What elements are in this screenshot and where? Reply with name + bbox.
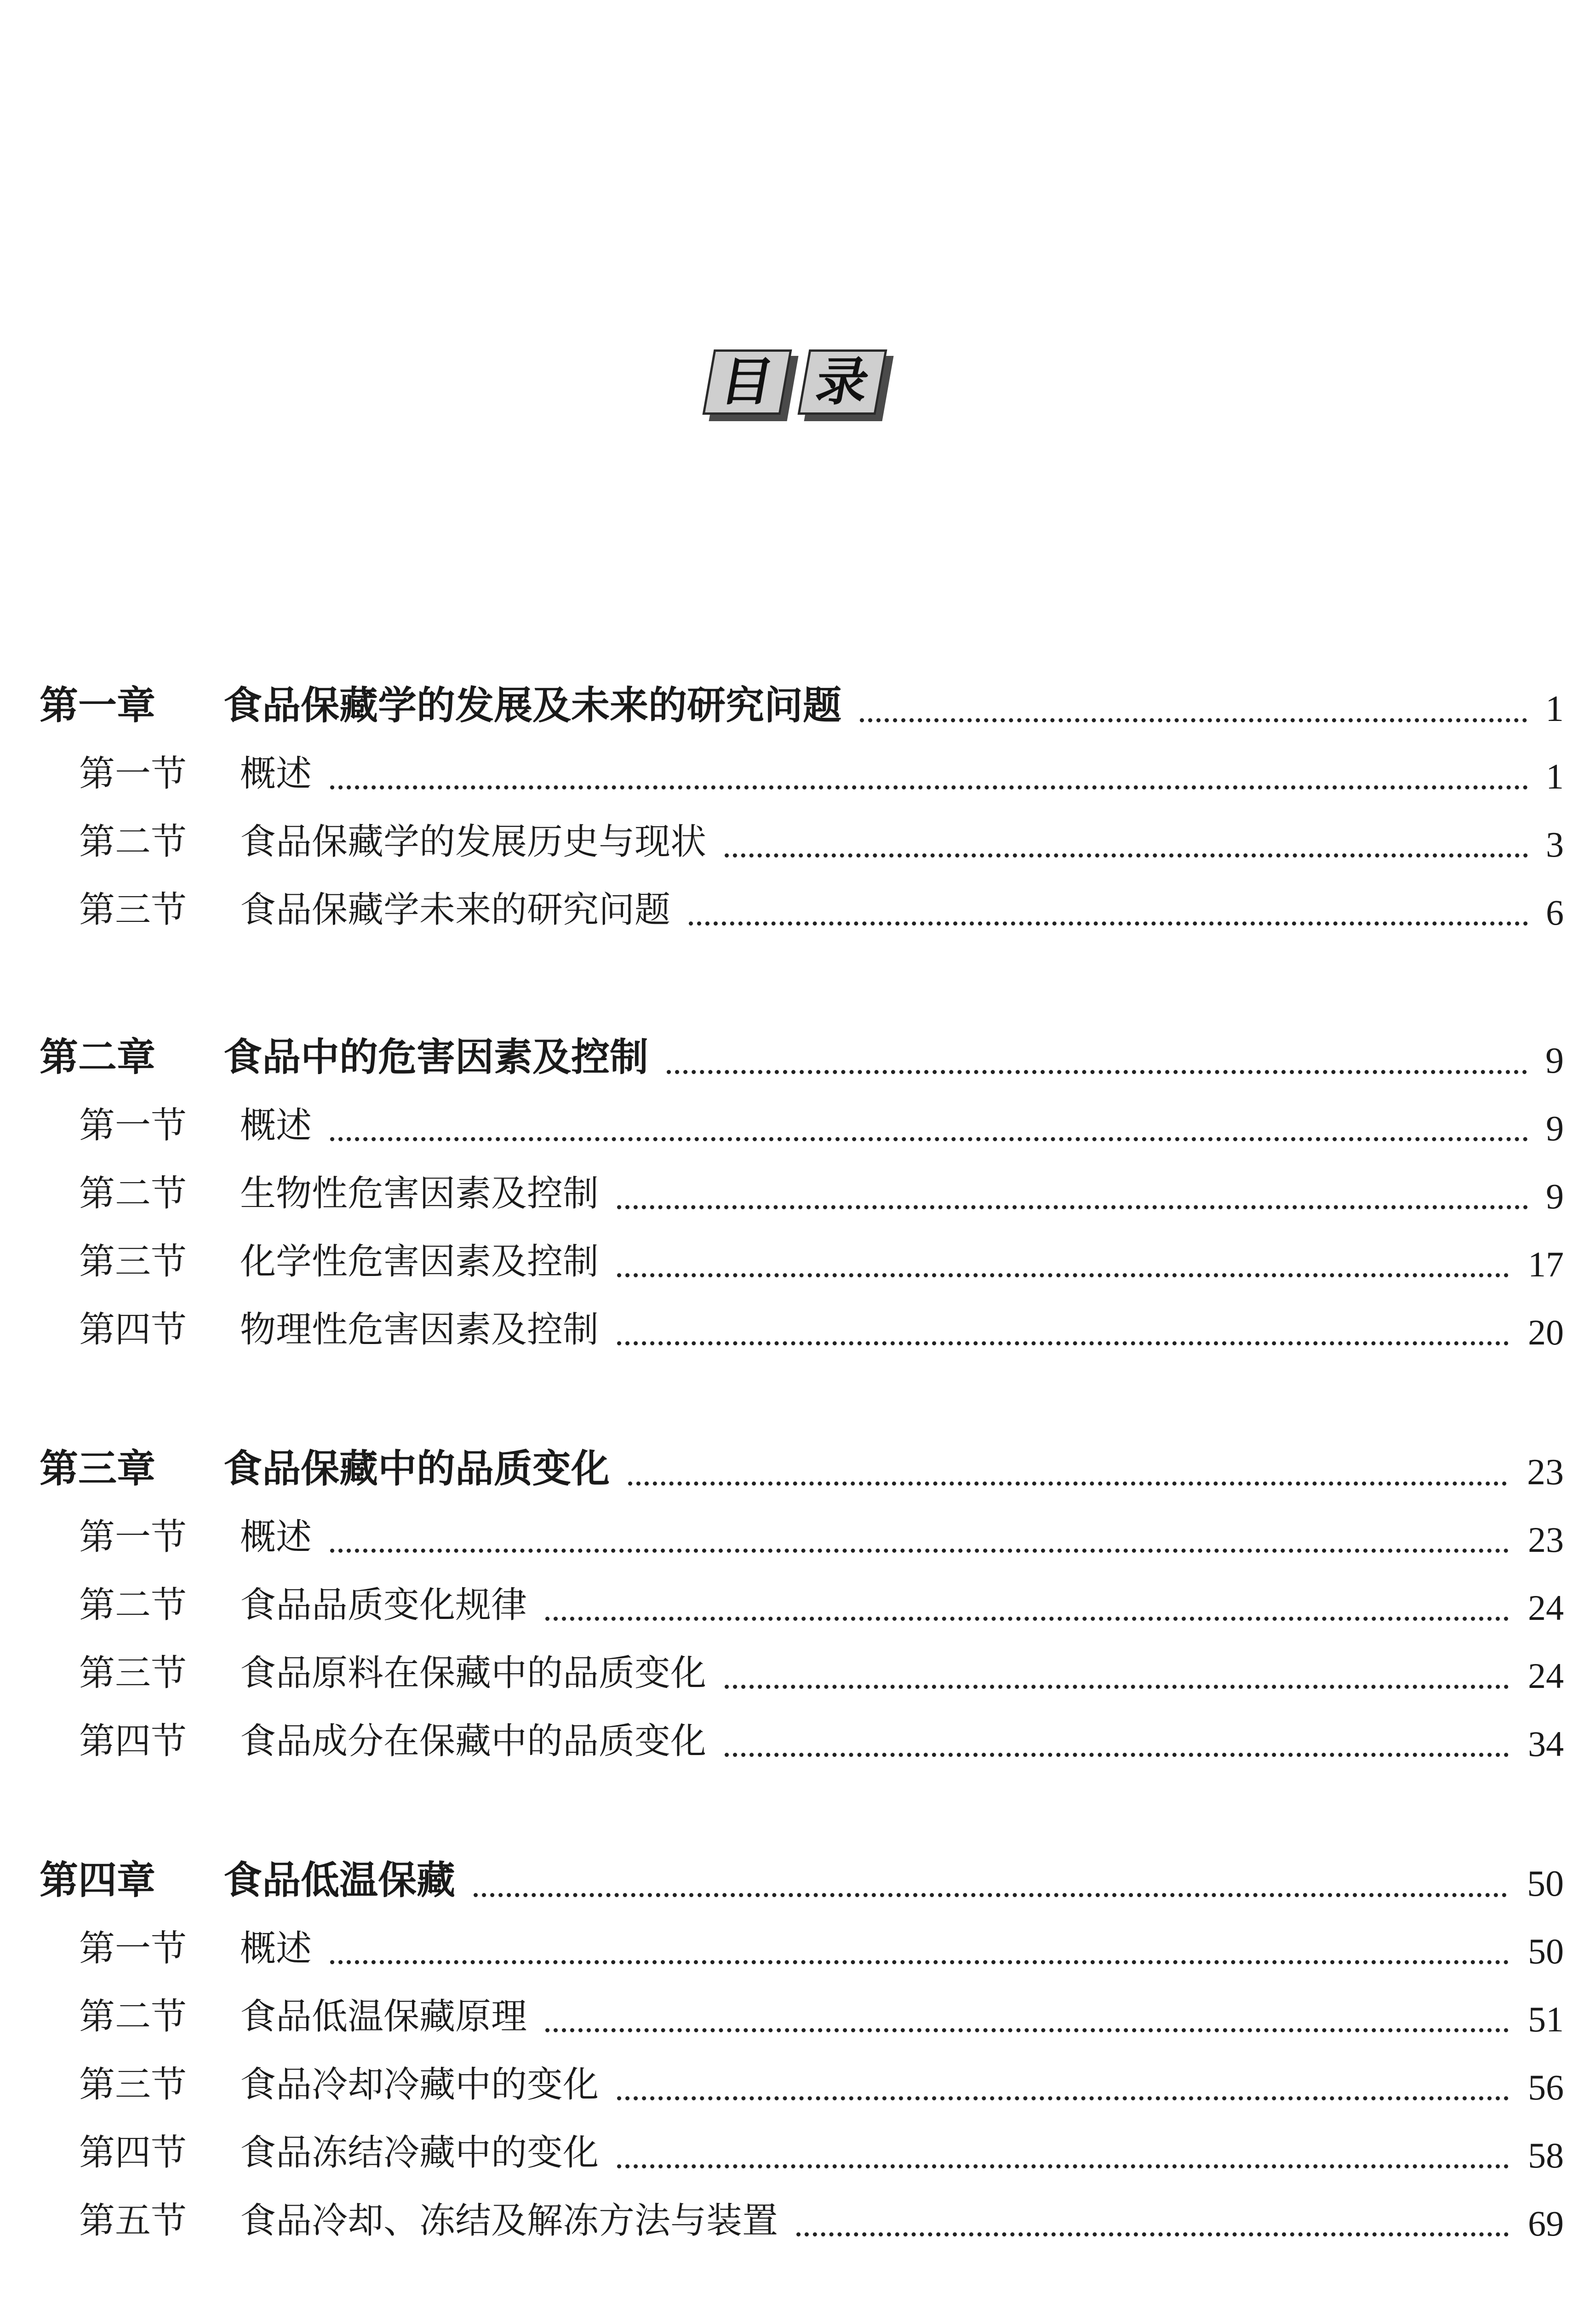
dot-leader (689, 921, 1528, 926)
toc-chapter-row (0, 1855, 1596, 1910)
chapter-title: 食品保藏学的发展及未来的研究问题 (223, 683, 842, 728)
dot-leader (330, 1960, 1509, 1964)
toc-section-row (0, 1923, 1596, 1979)
dot-leader (330, 1549, 1509, 1553)
section-number: 第四节 (79, 1721, 187, 1762)
title-box-face (797, 349, 887, 415)
section-number: 第三节 (79, 889, 187, 931)
dot-leader (474, 1893, 1507, 1897)
dot-leader (796, 2232, 1509, 2236)
section-page-number: 34 (1528, 1724, 1564, 1764)
section-title: 食品冷却冷藏中的变化 (240, 2064, 599, 2105)
toc-section-row (0, 1991, 1596, 2047)
section-number: 第二节 (79, 1584, 187, 1626)
section-page-number: 20 (1528, 1312, 1564, 1352)
section-page-number: 17 (1528, 1244, 1564, 1284)
section-number: 第五节 (79, 2200, 187, 2242)
title-box-1 (708, 349, 793, 422)
toc-section-row (0, 1100, 1596, 1155)
section-number: 第一节 (79, 1516, 187, 1558)
section-title: 化学性危害因素及控制 (240, 1241, 599, 1282)
section-number: 第四节 (79, 2132, 187, 2173)
title-char-2: 录 (811, 352, 873, 412)
section-page-number: 69 (1528, 2203, 1564, 2243)
section-number: 第一节 (79, 753, 187, 795)
chapter-title: 食品低温保藏 (223, 1858, 456, 1903)
toc-section-row (0, 1168, 1596, 1224)
dot-leader (330, 785, 1528, 789)
dot-leader (617, 2164, 1509, 2168)
section-title: 概述 (240, 1928, 312, 1969)
toc-chapter-row (0, 1032, 1596, 1087)
section-page-number: 58 (1528, 2135, 1564, 2175)
toc-section-row (0, 817, 1596, 872)
toc-section-row (0, 749, 1596, 804)
section-number: 第二节 (79, 1996, 187, 2037)
section-title: 概述 (240, 1105, 312, 1146)
toc-section-row (0, 1236, 1596, 1292)
dot-leader (628, 1481, 1507, 1486)
toc-section-row (0, 1580, 1596, 1635)
section-page-number: 9 (1546, 1176, 1564, 1216)
section-page-number: 3 (1546, 824, 1564, 864)
section-title: 食品原料在保藏中的品质变化 (240, 1653, 707, 1694)
section-page-number: 56 (1528, 2067, 1564, 2107)
section-title: 食品品质变化规律 (240, 1584, 527, 1626)
dot-leader (725, 853, 1528, 858)
section-title: 物理性危害因素及控制 (240, 1309, 599, 1350)
toc-section-row (0, 1648, 1596, 1703)
toc-section-row (0, 2196, 1596, 2251)
section-number: 第四节 (79, 1309, 187, 1350)
section-page-number: 23 (1528, 1520, 1564, 1560)
section-page-number: 24 (1528, 1588, 1564, 1628)
page-title (0, 349, 1596, 422)
section-title: 食品成分在保藏中的品质变化 (240, 1721, 707, 1762)
section-number: 第三节 (79, 2064, 187, 2105)
toc-section-row (0, 2059, 1596, 2115)
section-page-number: 24 (1528, 1656, 1564, 1696)
dot-leader (617, 1205, 1528, 1209)
dot-leader (860, 718, 1527, 722)
chapter-page-number: 1 (1545, 689, 1564, 729)
title-box-2 (803, 349, 888, 422)
dot-leader (545, 2028, 1509, 2032)
chapter-page-number: 9 (1545, 1041, 1564, 1081)
section-title: 食品冻结冷藏中的变化 (240, 2132, 599, 2173)
toc-section-row (0, 1512, 1596, 1567)
section-title: 食品低温保藏原理 (240, 1996, 527, 2037)
chapter-title: 食品保藏中的品质变化 (223, 1446, 610, 1491)
chapter-number: 第一章 (40, 683, 156, 728)
chapter-page-number: 23 (1527, 1452, 1564, 1493)
section-number: 第一节 (79, 1928, 187, 1969)
toc-section-row (0, 1304, 1596, 1360)
section-number: 第三节 (79, 1653, 187, 1694)
section-title: 食品冷却、冻结及解冻方法与装置 (240, 2200, 778, 2242)
toc-chapter-row (0, 681, 1596, 736)
chapter-number: 第二章 (40, 1035, 156, 1080)
dot-leader (330, 1137, 1528, 1141)
dot-leader (725, 1685, 1509, 1689)
chapter-number: 第三章 (40, 1446, 156, 1491)
dot-leader (617, 1273, 1509, 1277)
section-page-number: 6 (1546, 892, 1564, 932)
toc-section-row (0, 1716, 1596, 1771)
section-title: 概述 (240, 753, 312, 795)
dot-leader (667, 1070, 1527, 1074)
section-page-number: 50 (1528, 1931, 1564, 1971)
chapter-title: 食品中的危害因素及控制 (223, 1035, 649, 1080)
section-title: 概述 (240, 1516, 312, 1558)
section-page-number: 1 (1546, 756, 1564, 796)
toc-section-row (0, 885, 1596, 940)
chapter-page-number: 50 (1527, 1864, 1564, 1904)
section-title: 食品保藏学未来的研究问题 (240, 889, 671, 931)
section-page-number: 51 (1528, 1999, 1564, 2039)
title-char-1: 目 (716, 352, 778, 412)
chapter-number: 第四章 (40, 1858, 156, 1903)
title-box-face (702, 349, 792, 415)
dot-leader (545, 1617, 1509, 1621)
section-title: 食品保藏学的发展历史与现状 (240, 821, 707, 863)
section-number: 第一节 (79, 1105, 187, 1146)
section-number: 第二节 (79, 1173, 187, 1214)
dot-leader (617, 1341, 1509, 1345)
dot-leader (725, 1753, 1509, 1757)
toc-section-row (0, 2127, 1596, 2183)
section-number: 第二节 (79, 821, 187, 863)
toc-chapter-row (0, 1444, 1596, 1499)
section-title: 生物性危害因素及控制 (240, 1173, 599, 1214)
section-number: 第三节 (79, 1241, 187, 1282)
dot-leader (617, 2096, 1509, 2100)
section-page-number: 9 (1546, 1108, 1564, 1148)
